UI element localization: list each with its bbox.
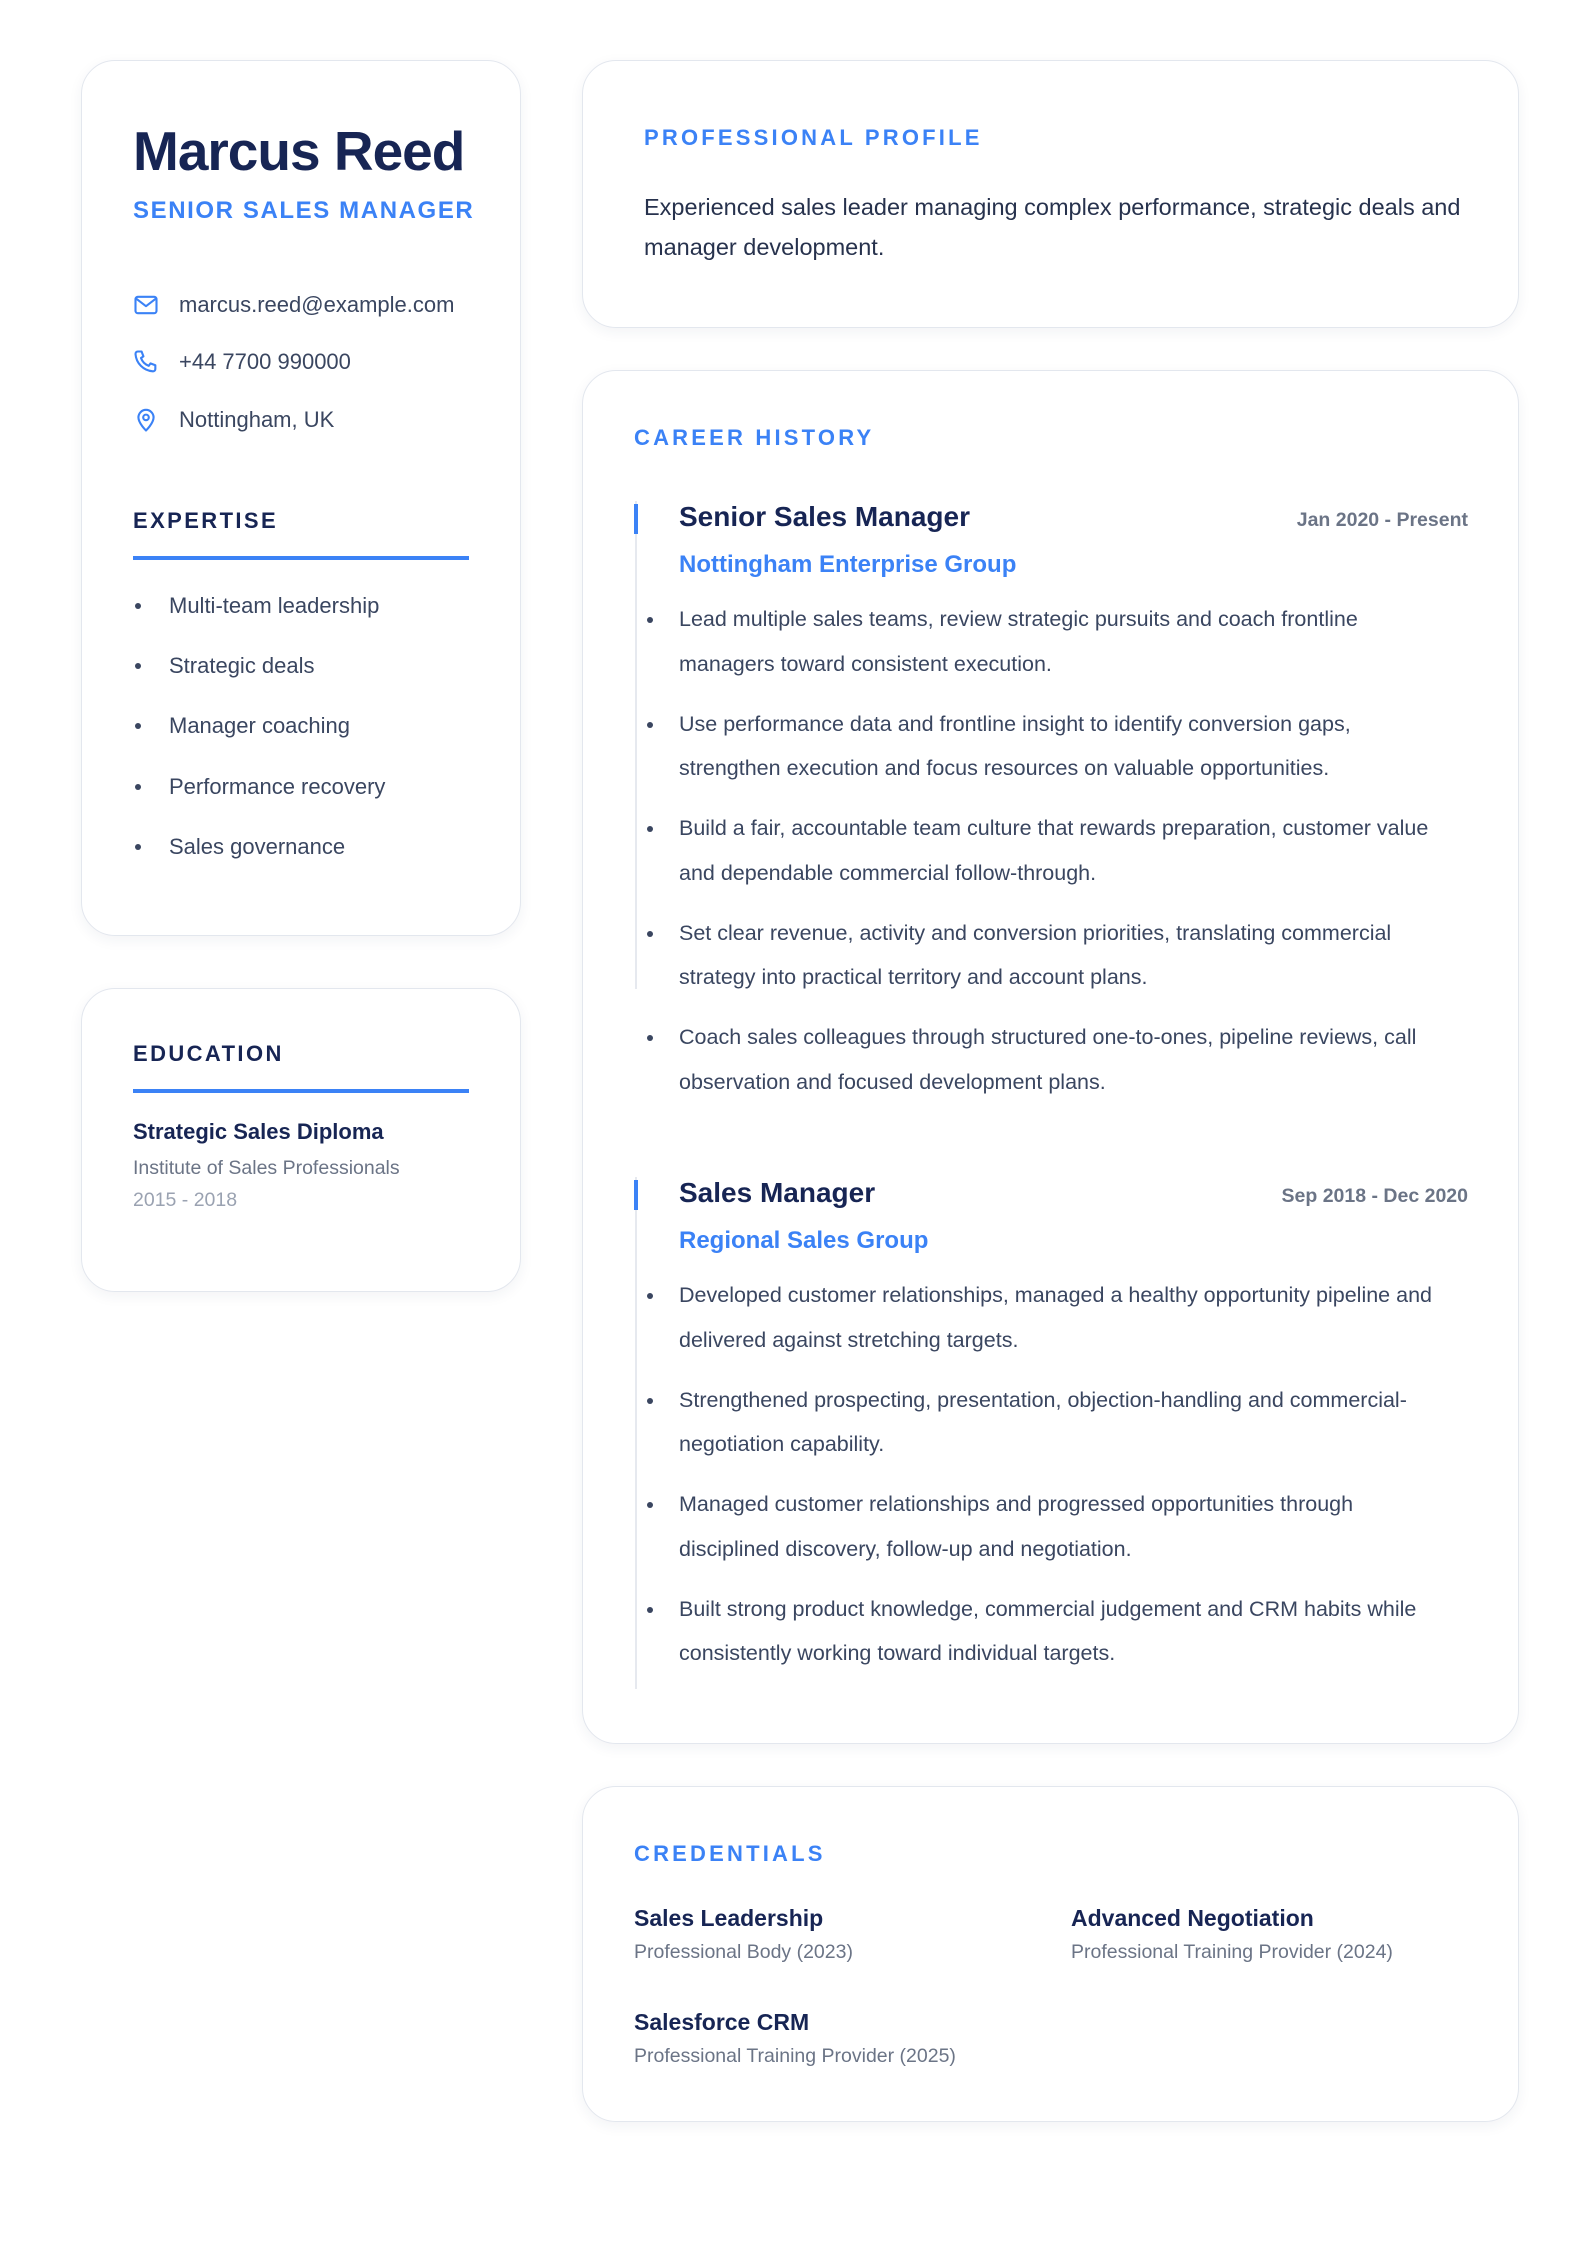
credentials-heading: CREDENTIALS bbox=[634, 1841, 826, 1866]
bullet-icon bbox=[647, 1293, 653, 1299]
expertise-item: Strategic deals bbox=[135, 651, 315, 681]
education-institution: Institute of Sales Professionals bbox=[133, 1157, 400, 1179]
profile-card bbox=[582, 60, 1519, 328]
expertise-item: Multi-team leadership bbox=[135, 591, 379, 621]
bullet-icon bbox=[135, 784, 141, 790]
identity-card bbox=[81, 60, 521, 936]
credential-name: Sales Leadership bbox=[634, 1905, 824, 1931]
expertise-item: Sales governance bbox=[135, 832, 345, 862]
credential-meta: Professional Body (2023) bbox=[634, 1941, 853, 1963]
credential-meta: Professional Training Provider (2025) bbox=[634, 2045, 956, 2067]
job-company: Nottingham Enterprise Group bbox=[679, 551, 1017, 578]
credential-name: Salesforce CRM bbox=[634, 2009, 810, 2035]
education-divider bbox=[133, 1089, 469, 1093]
bullet-icon bbox=[647, 617, 653, 623]
bullet-icon bbox=[647, 1035, 653, 1041]
career-heading: CAREER HISTORY bbox=[634, 425, 875, 450]
job-dates: Jan 2020 - Present bbox=[1296, 509, 1468, 531]
contact-location-text: Nottingham, UK bbox=[179, 407, 335, 432]
bullet-icon bbox=[135, 844, 141, 850]
job-accent-marker bbox=[634, 504, 638, 534]
candidate-role: SENIOR SALES MANAGER bbox=[133, 197, 475, 224]
contact-phone[interactable] bbox=[131, 346, 351, 378]
job-bullet: Developed customer relationships, managed a healthy opportunity pipeline and delivered against stretching targets. bbox=[679, 1273, 1439, 1362]
education-years: 2015 - 2018 bbox=[133, 1189, 238, 1211]
job-bullet: Strengthened prospecting, presentation, objection-handling and commercial-negotiation capability. bbox=[679, 1378, 1439, 1467]
bullet-icon bbox=[135, 603, 141, 609]
job-bullets bbox=[679, 1273, 1439, 1691]
job-bullet: Lead multiple sales teams, review strategic pursuits and coach frontline managers toward consistent execution. bbox=[679, 597, 1439, 686]
education-card bbox=[81, 988, 521, 1292]
expertise-divider bbox=[133, 556, 469, 560]
profile-heading: PROFESSIONAL PROFILE bbox=[644, 125, 983, 150]
credentials-card bbox=[582, 1786, 1519, 2122]
job-bullets bbox=[679, 597, 1439, 1120]
job-bullet: Use performance data and frontline insight to identify conversion gaps, strengthen execution and focus resources on valuable opportunities. bbox=[679, 702, 1439, 791]
bullet-icon bbox=[135, 663, 141, 669]
bullet-icon bbox=[647, 1502, 653, 1508]
bullet-icon bbox=[647, 931, 653, 937]
contact-location bbox=[131, 404, 334, 436]
education-heading: EDUCATION bbox=[133, 1041, 284, 1066]
credential-name: Advanced Negotiation bbox=[1071, 1905, 1314, 1931]
contact-email-text: marcus.reed@example.com bbox=[179, 292, 455, 317]
job-bullet: Built strong product knowledge, commercial judgement and CRM habits while consistently working toward individual targets. bbox=[679, 1587, 1439, 1676]
expertise-item: Performance recovery bbox=[135, 772, 385, 802]
job-title: Senior Sales Manager bbox=[679, 501, 971, 532]
contact-email[interactable] bbox=[131, 289, 454, 321]
job-company: Regional Sales Group bbox=[679, 1227, 929, 1254]
expertise-item: Manager coaching bbox=[135, 711, 350, 741]
bullet-icon bbox=[647, 1398, 653, 1404]
career-card bbox=[582, 370, 1519, 1744]
job-dates: Sep 2018 - Dec 2020 bbox=[1281, 1185, 1468, 1207]
candidate-name: Marcus Reed bbox=[133, 120, 465, 182]
job-title: Sales Manager bbox=[679, 1177, 876, 1208]
contact-phone-text: +44 7700 990000 bbox=[179, 349, 351, 374]
mail-icon bbox=[131, 290, 161, 320]
job-timeline-line bbox=[635, 1177, 637, 1689]
expertise-heading: EXPERTISE bbox=[133, 508, 279, 533]
location-pin-icon bbox=[131, 405, 161, 435]
profile-summary: Experienced sales leader managing complex performance, strategic deals and manager development. bbox=[644, 194, 1461, 260]
bullet-icon bbox=[647, 722, 653, 728]
job-bullet: Coach sales colleagues through structured one-to-ones, pipeline reviews, call observation and focused development plans. bbox=[679, 1015, 1439, 1104]
bullet-icon bbox=[135, 723, 141, 729]
bullet-icon bbox=[647, 1607, 653, 1613]
job-bullet: Build a fair, accountable team culture that rewards preparation, customer value and dependable commercial follow-through. bbox=[679, 806, 1439, 895]
credential-meta: Professional Training Provider (2024) bbox=[1071, 1941, 1393, 1963]
bullet-icon bbox=[647, 826, 653, 832]
phone-icon bbox=[131, 347, 161, 377]
job-bullet: Set clear revenue, activity and conversion priorities, translating commercial strategy into practical territory and account plans. bbox=[679, 911, 1439, 1000]
job-accent-marker bbox=[634, 1180, 638, 1210]
job-bullet: Managed customer relationships and progressed opportunities through disciplined discovery, follow-up and negotiation. bbox=[679, 1482, 1439, 1571]
education-degree: Strategic Sales Diploma bbox=[133, 1119, 384, 1144]
job-timeline-line bbox=[635, 501, 637, 989]
